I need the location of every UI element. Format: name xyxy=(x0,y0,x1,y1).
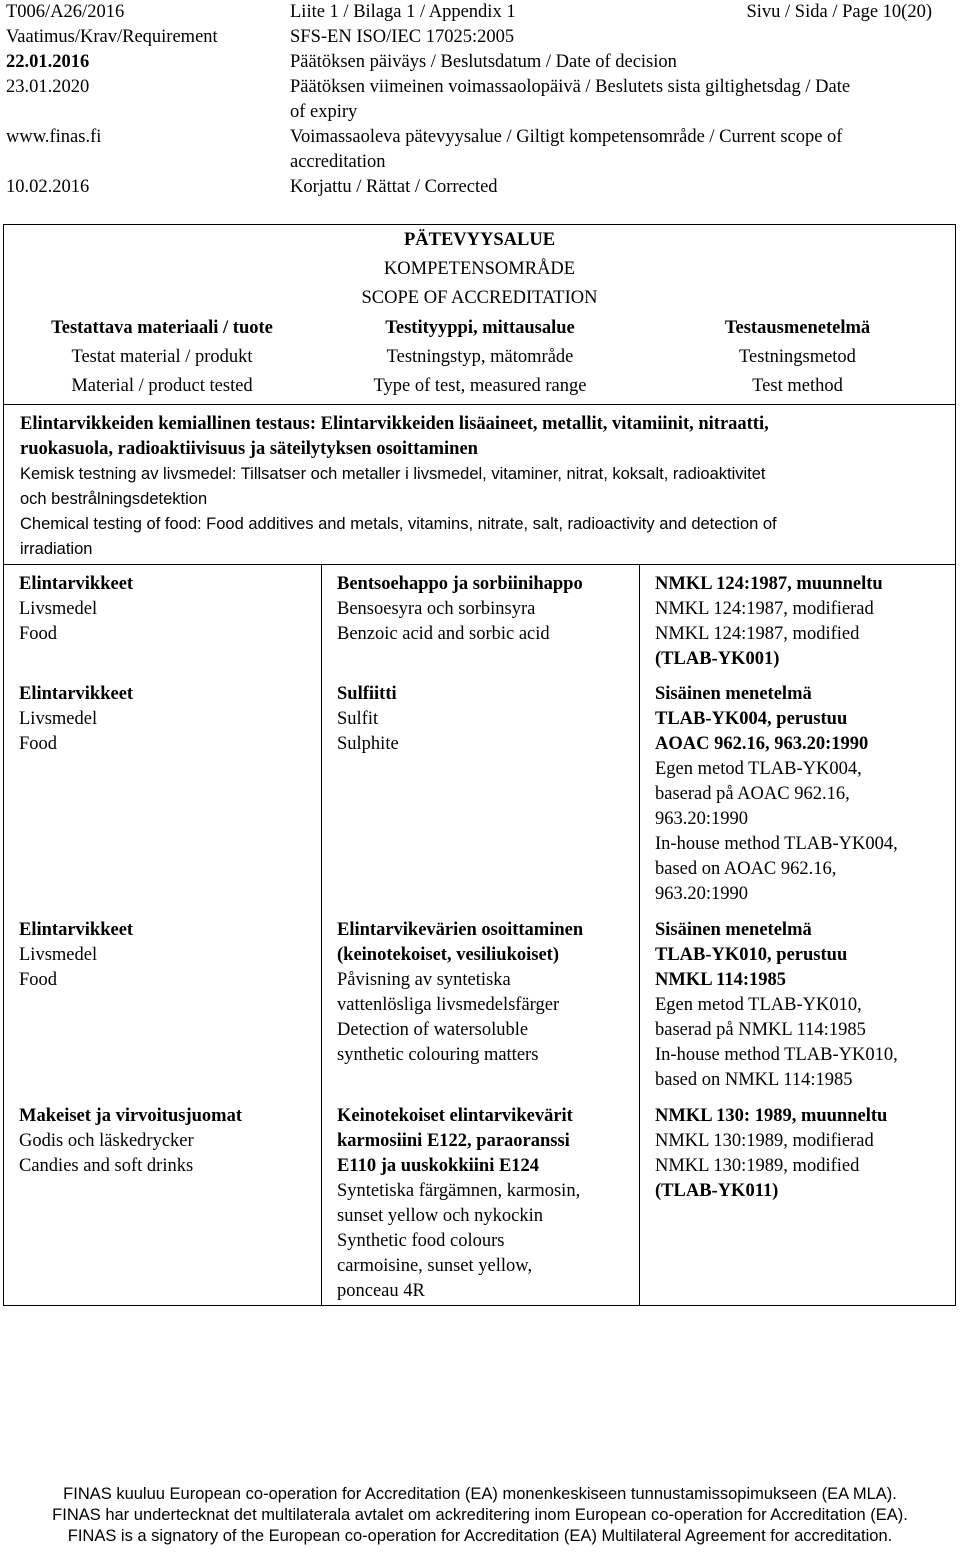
footer-sv: FINAS har undertecknat det multilaterala avtalet om ackreditering inom European co-operation for Accreditation (EA). xyxy=(52,1506,908,1524)
test-line: Bensoesyra och sorbinsyra xyxy=(337,599,536,619)
material-line: Godis och läskedrycker xyxy=(19,1131,194,1151)
test-line: Sulphite xyxy=(337,734,399,754)
material-line: Food xyxy=(19,624,58,644)
test-line: Syntetiska färgämnen, karmosin, xyxy=(337,1181,581,1201)
table-border-bottom xyxy=(3,1305,956,1306)
column-header-material-en: Material / product tested xyxy=(71,376,253,396)
test-line: Keinotekoiset elintarvikevärit xyxy=(337,1106,573,1126)
method-line: Egen metod TLAB-YK004, xyxy=(655,759,862,779)
method-line: TLAB-YK004, perustuu xyxy=(655,709,848,729)
method-line: Sisäinen menetelmä xyxy=(655,920,812,940)
method-line: (TLAB-YK001) xyxy=(655,649,780,669)
material-cell xyxy=(19,1104,242,1179)
requirement-label: Vaatimus/Krav/Requirement xyxy=(6,27,218,47)
method-line: NMKL 124:1987, modified xyxy=(655,624,860,644)
table-title-sv: KOMPETENSOMRÅDE xyxy=(383,259,576,279)
test-line: Elintarvikevärien osoittaminen xyxy=(337,920,584,940)
table-title-en: SCOPE OF ACCREDITATION xyxy=(361,288,598,308)
footer-en: FINAS is a signatory of the European co-operation for Accreditation (EA) Multilateral Agreement for accreditation. xyxy=(67,1527,893,1545)
scope-label-line1: Voimassaoleva pätevyysalue / Giltigt kompetensområde / Current scope of xyxy=(290,127,843,147)
method-cell xyxy=(655,1104,887,1204)
scope-label-line2: accreditation xyxy=(290,152,386,172)
method-line: In-house method TLAB-YK010, xyxy=(655,1045,898,1065)
section-en-line2: irradiation xyxy=(20,540,93,558)
method-line: NMKL 130: 1989, muunneltu xyxy=(655,1106,888,1126)
method-line: based on AOAC 962.16, xyxy=(655,859,837,879)
material-cell xyxy=(19,682,133,757)
table-title-fi: PÄTEVYYSALUE xyxy=(403,230,556,250)
document-id: T006/A26/2016 xyxy=(6,2,125,22)
method-line: baserad på NMKL 114:1985 xyxy=(655,1020,866,1040)
material-line: Elintarvikkeet xyxy=(19,574,134,594)
method-line: NMKL 130:1989, modified xyxy=(655,1156,860,1176)
material-line: Elintarvikkeet xyxy=(19,920,134,940)
test-line: sunset yellow och nykockin xyxy=(337,1206,544,1226)
method-line: Sisäinen menetelmä xyxy=(655,684,812,704)
test-cell xyxy=(337,918,583,1068)
material-line: Elintarvikkeet xyxy=(19,684,134,704)
corrected-label: Korjattu / Rättat / Corrected xyxy=(290,177,498,197)
test-line: carmoisine, sunset yellow, xyxy=(337,1256,533,1276)
page-number: Sivu / Sida / Page 10(20) xyxy=(746,2,932,22)
test-line: Synthetic food colours xyxy=(337,1231,505,1251)
test-line: Sulfit xyxy=(337,709,379,729)
column-header-test-sv: Testningstyp, mätområde xyxy=(386,347,574,367)
column-header-method-en: Test method xyxy=(752,376,843,396)
test-line: Påvisning av syntetiska xyxy=(337,970,511,990)
material-line: Livsmedel xyxy=(19,599,98,619)
test-line: Bentsoehappo ja sorbiinihappo xyxy=(337,574,583,594)
column-divider-1 xyxy=(321,564,322,1306)
column-header-test-en: Type of test, measured range xyxy=(373,376,587,396)
method-cell xyxy=(655,682,898,907)
material-cell xyxy=(19,572,133,647)
material-line: Makeiset ja virvoitusjuomat xyxy=(19,1106,242,1126)
test-cell xyxy=(337,1104,580,1304)
method-cell xyxy=(655,572,883,672)
test-line: Detection of watersoluble xyxy=(337,1020,529,1040)
section-fi-line1: Elintarvikkeiden kemiallinen testaus: Elintarvikkeiden lisäaineet, metallit, vitamiinit, nitraatti, xyxy=(20,414,769,434)
method-line: (TLAB-YK011) xyxy=(655,1181,779,1201)
section-sv-line2: och bestrålningsdetektion xyxy=(20,490,208,508)
test-line: karmosiini E122, paraoranssi xyxy=(337,1131,570,1151)
method-line: NMKL 124:1987, muunneltu xyxy=(655,574,883,594)
method-line: TLAB-YK010, perustuu xyxy=(655,945,848,965)
test-line: synthetic colouring matters xyxy=(337,1045,539,1065)
test-line: Sulfiitti xyxy=(337,684,397,704)
method-line: In-house method TLAB-YK004, xyxy=(655,834,898,854)
test-line: E110 ja uuskokkiini E124 xyxy=(337,1156,540,1176)
column-header-method-sv: Testningsmetod xyxy=(739,347,856,367)
corrected-date: 10.02.2016 xyxy=(6,177,90,197)
column-divider-2 xyxy=(639,564,640,1306)
section-fi-line2: ruokasuola, radioaktiivisuus ja säteilytyksen osoittaminen xyxy=(20,439,478,459)
material-line: Livsmedel xyxy=(19,945,98,965)
method-line: 963.20:1990 xyxy=(655,884,749,904)
test-line: ponceau 4R xyxy=(337,1281,425,1301)
method-line: Egen metod TLAB-YK010, xyxy=(655,995,862,1015)
column-header-method-fi: Testausmenetelmä xyxy=(724,318,871,338)
test-cell xyxy=(337,572,583,647)
material-line: Livsmedel xyxy=(19,709,98,729)
appendix-label: Liite 1 / Bilaga 1 / Appendix 1 xyxy=(290,2,516,22)
expiry-label-line2: of expiry xyxy=(290,102,358,122)
method-line: NMKL 124:1987, modifierad xyxy=(655,599,874,619)
test-cell xyxy=(337,682,399,757)
requirement-value: SFS-EN ISO/IEC 17025:2005 xyxy=(290,27,515,47)
table-border-top xyxy=(3,224,956,225)
test-line: vattenlösliga livsmedelsfärger xyxy=(337,995,560,1015)
website-link[interactable]: www.finas.fi xyxy=(6,127,102,147)
footer-fi: FINAS kuuluu European co-operation for Accreditation (EA) monenkeskiseen tunnustamissopimukseen (EA MLA). xyxy=(63,1485,897,1503)
method-line: NMKL 114:1985 xyxy=(655,970,787,990)
method-line: NMKL 130:1989, modifierad xyxy=(655,1131,874,1151)
expiry-label-line1: Päätöksen viimeinen voimassaolopäivä / Beslutets sista giltighetsdag / Date xyxy=(290,77,851,97)
section-sv-line1: Kemisk testning av livsmedel: Tillsatser och metaller i livsmedel, vitaminer, nitrat, koksalt, radioaktivitet xyxy=(20,465,766,483)
table-header-divider xyxy=(3,404,956,405)
page-footer xyxy=(0,1484,960,1547)
scope-table xyxy=(3,224,956,1306)
test-line: Benzoic acid and sorbic acid xyxy=(337,624,550,644)
material-line: Food xyxy=(19,734,58,754)
method-line: 963.20:1990 xyxy=(655,809,749,829)
decision-date: 22.01.2016 xyxy=(6,52,90,72)
section-en-line1: Chemical testing of food: Food additives and metals, vitamins, nitrate, salt, radioactivity and detection of xyxy=(20,515,777,533)
column-header-test-fi: Testityyppi, mittausalue xyxy=(385,318,575,338)
material-line: Candies and soft drinks xyxy=(19,1156,194,1176)
material-line: Food xyxy=(19,970,58,990)
method-line: baserad på AOAC 962.16, xyxy=(655,784,850,804)
table-section-divider xyxy=(3,564,956,565)
column-header-material-fi: Testattava materiaali / tuote xyxy=(51,318,273,338)
method-cell xyxy=(655,918,898,1093)
method-line: AOAC 962.16, 963.20:1990 xyxy=(655,734,869,754)
method-line: based on NMKL 114:1985 xyxy=(655,1070,853,1090)
decision-label: Päätöksen päiväys / Beslutsdatum / Date of decision xyxy=(290,52,677,72)
expiry-date: 23.01.2020 xyxy=(6,77,90,97)
test-line: (keinotekoiset, vesiliukoiset) xyxy=(337,945,559,965)
material-cell xyxy=(19,918,133,993)
column-header-material-sv: Testat material / produkt xyxy=(71,347,253,367)
